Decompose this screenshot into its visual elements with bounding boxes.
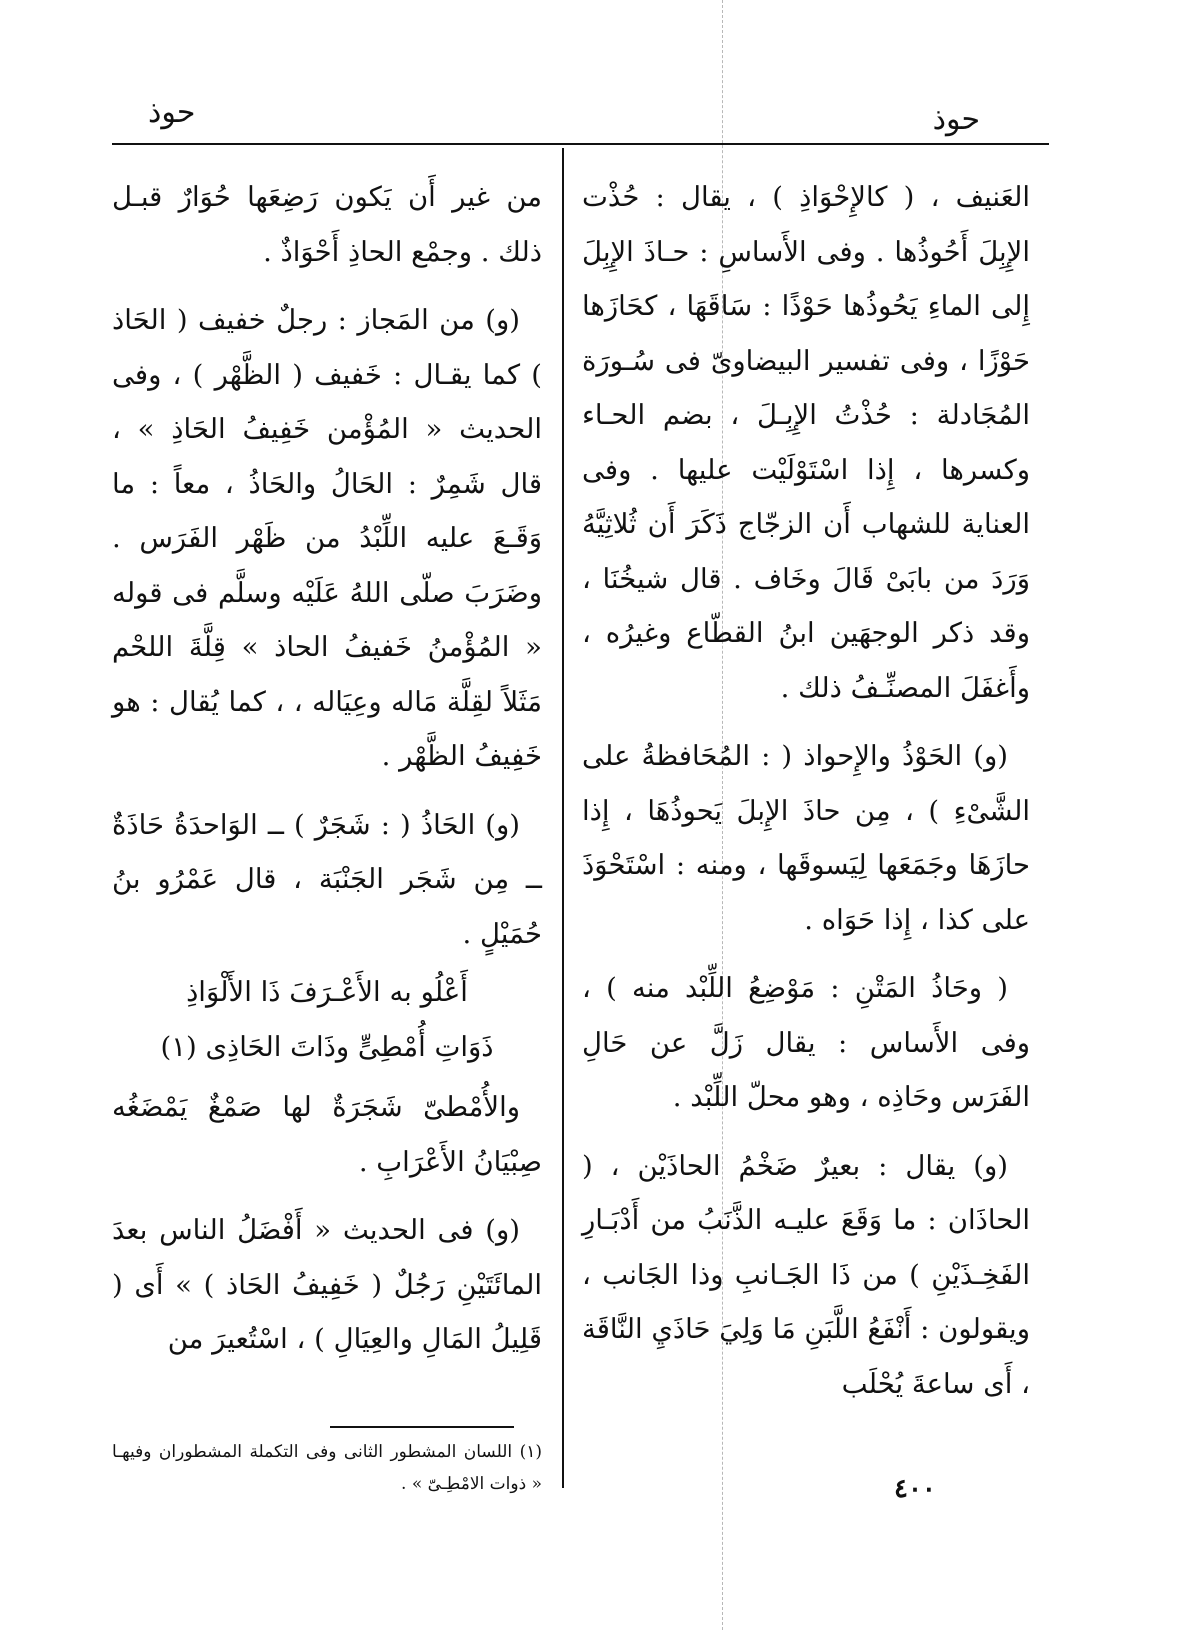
running-header-left: حوذ (148, 95, 196, 130)
left-paragraph: والأُمْطىّ شَجَرَةٌ لها صَمْغٌ يَمْضَغُه صِبْيَانُ الأَعْرَابِ . (112, 1091, 542, 1178)
right-column (582, 170, 1030, 1411)
footnote: (١) اللسان المشطور الثانى وفى التكملة المشطوران وفيهـا « ذوات الامْطِـىّ » . (112, 1442, 542, 1494)
left-paragraph: (و) فى الحديث « أَفْضَلُ الناس بعدَ المائَتَيْنِ رَجُلٌ ( خَفِيفُ الحَاذ ) » أَى ( قَلِيلُ المَالِ والعِيَالِ ) ، اسْتُعيرَ من (112, 1214, 542, 1355)
right-paragraph: (و) يقال : بعيرٌ ضَخْمُ الحاذَيْن ، ( الحاذَان : ما وَقَعَ عليـه الذَّنَبُ من أَدْبَـارِ الفَخِـذَيْنِ ) من ذَا الجَـانبِ وذا الجَانب ، ويقولون : أَنْفَعُ اللَّبَنِ مَا وَلِيَ حَاذَيِ النَّاقَة ، أَى ساعةَ يُحْلَب (582, 1149, 1030, 1400)
right-paragraph: العَنيف ، ( كالإِحْوَاذِ ) ، يقال : حُذْت الإِبِلَ أَحُوذُها . وفى الأَساسِ : حـاذَ الإِبِلَ إِلى الماءِ يَحُوذُها حَوْذًا : سَاقَهَا ، كحَازَها حَوْزًا ، وفى تفسير البيضاوىّ فى سُـورَة المُجَادلة : حُذْتُ الإِبِـلَ ، بضم الحـاء وكسرها ، إِذا اسْتَوْلَيْت عليها . وفى العناية للشهاب أَن الزجّاج ذَكَرَ أَن ثُلاثِيَّهُ وَرَدَ من بابَىْ قَالَ وخَاف . قال شيخُنَا ، وقد ذكر الوجهَين ابنُ القطّاع وغيرُه ، وأَغفَلَ المصنِّـفُ ذلك . (582, 181, 1030, 704)
left-column (112, 170, 542, 1367)
poetry-verse (112, 965, 542, 1074)
right-paragraph: (و) الحَوْذُ والإِحواذ ( : المُحَافظةُ على الشَّىْءِ ) ، مِن حاذَ الإِبلَ يَحوذُهَا ، إِذا حازَهَا وجَمَعَها لِيَسوقَها ، ومنه : اسْتَحْوَذَ على كذا ، إِذا حَوَاه . (582, 740, 1030, 936)
left-paragraph: (و) من المَجاز : رجلٌ خفيف ( الحَاذ ) كما يقـال : خَفيف ( الظَّهْر ) ، وفى الحديث « المُؤْمن خَفِيفُ الحَاذِ » ، قال شَمِرٌ : الحَالُ والحَاذُ ، معاً : ما وَقَـعَ عليه اللِّبْدُ من ظَهْر الفَرَس . وضَرَبَ صلّى اللهُ عَلَيْه وسلَّم فى قوله « المُؤْمنُ خَفيفُ الحاذ » قِلَّةَ اللحْم مَثَلاً لقِلَّة مَاله وعِيَاله ، ، كما يُقال : هو خَفِيفُ الظَّهْر . (112, 304, 542, 772)
running-header-right: حوذ (932, 102, 980, 137)
footnote-rule (330, 1426, 514, 1428)
column-divider (562, 148, 564, 1488)
page-number: ٤٠٠ (894, 1474, 936, 1504)
header-rule (112, 143, 1049, 145)
left-paragraph: (و) الحَاذُ ( : شَجَرٌ ) ــ الوَاحدَةُ حَاذَةٌ ــ مِن شَجَر الجَنْبَة ، قال عَمْرُو بنُ حُمَيْلٍ . (112, 808, 542, 950)
right-paragraph: ( وحَاذُ المَتْنِ : مَوْضِعُ اللِّبْد منه ) ، وفى الأَساس : يقال زَلَّ عن حَالِ الفَرَس وحَاذِه ، وهو محلّ اللِّبْد . (582, 972, 1030, 1113)
verse-line: ذَوَاتِ أُمْطِىٍّ وذَاتَ الحَاذِى (١) (160, 1030, 494, 1063)
verse-line: أَعْلُو به الأَعْـرَفَ ذَا الأَلْوَاذِ (186, 976, 468, 1008)
left-paragraph: من غير أَن يَكون رَضِعَها حُوَارٌ قبـل ذلك . وجمْع الحاذِ أَحْوَاذٌ . (112, 181, 542, 268)
